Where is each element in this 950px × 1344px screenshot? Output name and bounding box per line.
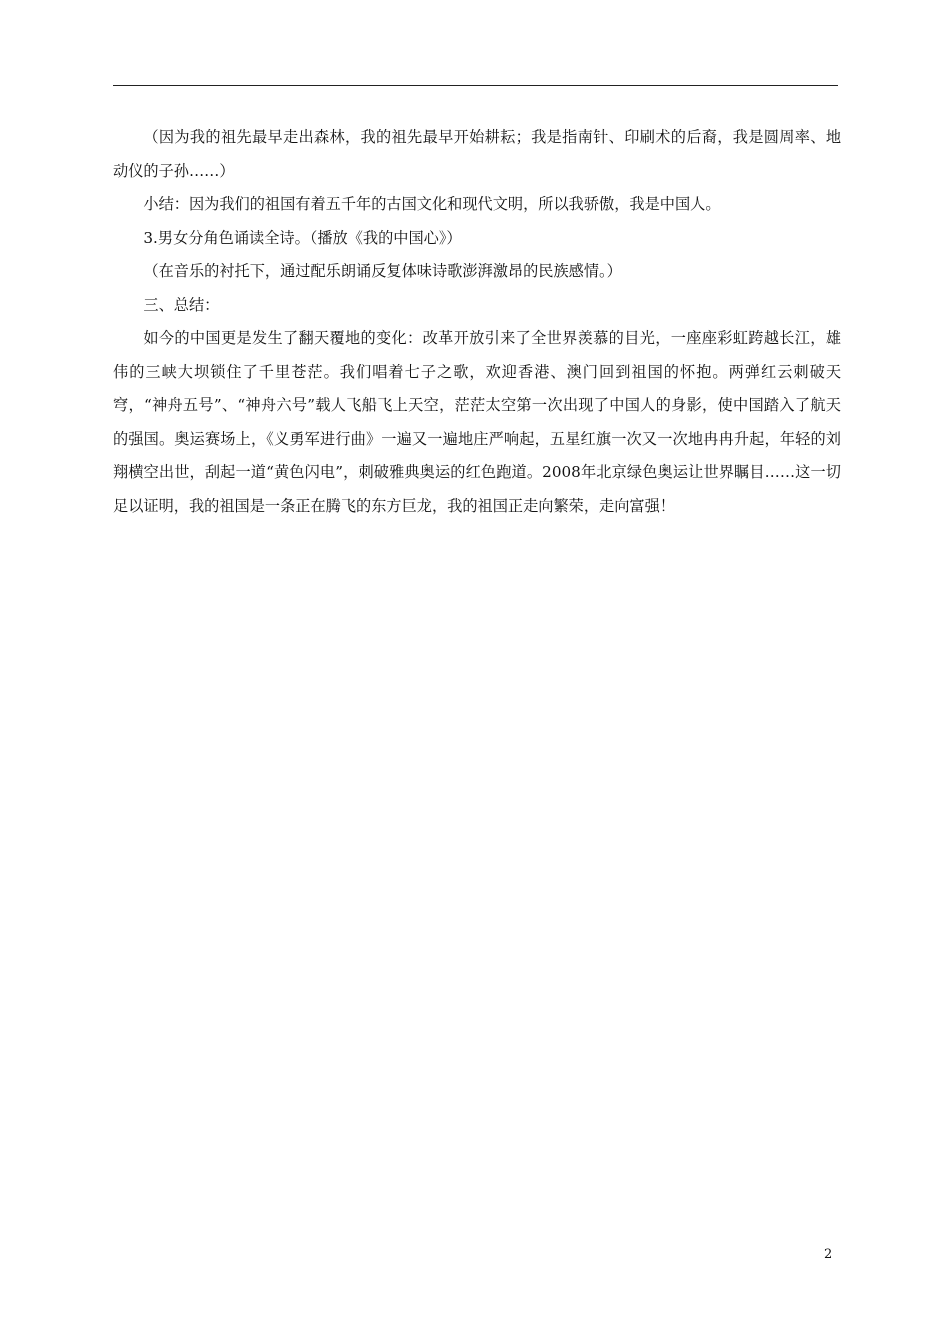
paragraph-summary: 小结：因为我们的祖国有着五千年的古国文化和现代文明，所以我骄傲，我是中国人。 — [143, 195, 721, 213]
paragraph-music-note: （在音乐的衬托下，通过配乐朗诵反复体味诗歌澎湃激昂的民族感情。） — [143, 262, 622, 280]
header-rule — [113, 85, 838, 86]
paragraph-ancestors: （因为我的祖先最早走出森林，我的祖先最早开始耕耘；我是指南针、印刷术的后裔，我是圆周率、地动仪的子孙……） — [113, 128, 841, 180]
page-number: 2 — [824, 1247, 833, 1262]
section-heading-conclusion: 三、总结： — [143, 295, 220, 314]
paragraph-reading-roles: 3.男女分角色诵读全诗。（播放《我的中国心》） — [143, 228, 462, 247]
paragraph-conclusion: 如今的中国更是发生了翻天覆地的变化：改革开放引来了全世界羡慕的目光，一座座彩虹跨越长江，雄伟的三峡大坝锁住了千里苍茫。我们唱着七子之歌，欢迎香港、澳门回到祖国的怀抱。两弹红云刺破天穹，“神舟五号”、“神舟六号”载人飞船飞上天空，茫茫太空第一次出现了中国人的身影，使中国踏入了航天的强国。奥运赛场上，《义勇军进行曲》一遍又一遍地庄严响起，五星红旗一次又一次地冉冉升起，年轻的刘翔横空出世，刮起一道“黄色闪电”，刺破雅典奥运的红色跑道。2008年北京绿色奥运让世界瞩目……这一切足以证明，我的祖国是一条正在腾飞的东方巨龙，我的祖国正走向繁荣，走向富强！ — [113, 329, 841, 515]
document-body — [113, 121, 841, 523]
